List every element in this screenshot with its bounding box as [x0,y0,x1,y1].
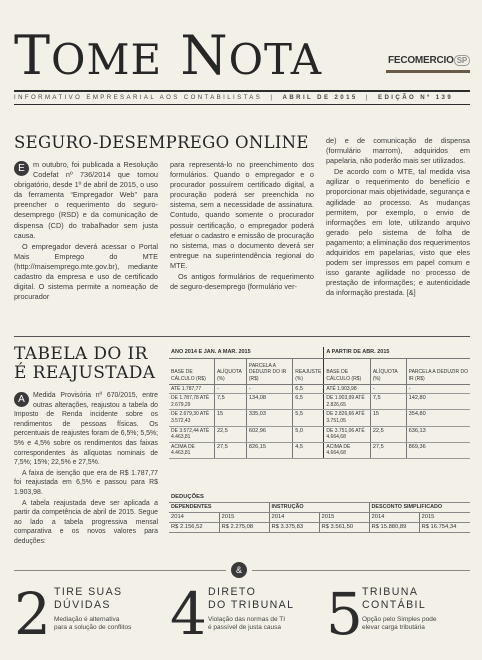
teaser-title: TIRE SUAS DÚVIDAS [54,586,123,611]
newsletter-title: TOME NOTA [14,24,323,87]
period-new: A PARTIR DE ABR. 2015 [324,347,470,358]
deductions-value-row: R$ 2.156,52 R$ 2.275,08 R$ 3.375,83 R$ 3.561,50 R$ 15.880,89 R$ 16.754,34 [169,523,470,533]
teaser-description: Violação das normas de TI é passível de justa causa [208,616,286,631]
header-base-old: BASE DE CÁLCULO (R$) [169,358,214,384]
table-row: ACIMA DE 4.463,81 27,5 826,15 4,5 ACIMA DE 4.664,68 27,5 869,36 [169,442,470,458]
ampersand-icon: & [231,562,247,578]
header-aliquota-new: ALÍQUOTA (%) [370,358,406,384]
deductions-title-row [169,493,470,503]
header-reajuste: REAJUSTE (%) [293,358,324,384]
ir-table-period-row [169,347,470,358]
ir-table [169,347,470,459]
info-date: ABRIL DE 2015 [282,94,358,101]
teaser-page-number: 2 [14,580,51,648]
teaser-description: Opção pelo Simples pode elevar carga tributária [362,616,437,631]
teaser-title: TRIBUNA CONTÁBIL [362,586,427,611]
header-parcela-old: PARCELA A DEDUZIR DO IR (R$) [246,358,292,384]
table-row: DE 1.787,78 ATÉ 2.679,29 7,5 134,08 6,5 DE 1.903,99 ATÉ 2.826,65 7,5 142,80 [169,394,470,410]
divider-line-left [14,570,226,571]
article1-p5: de) e de comunicação de dispensa (formulário marrom), adquiridos em papelaria, não poderão mais ser utilizados. [326,136,470,166]
group-desconto: DESCONTO SIMPLIFICADO [369,503,470,513]
divider-line-right [252,570,470,571]
teaser-title: DIRETO DO TRIBUNAL [208,586,295,611]
article1-p2: O empregador deverá acessar o Portal Mais Emprego do MTE (http://maisemprego.mte.gov.br), mediante cadastro da empresa e uso de certificado digital. O sistema permite a nomeação de procurador [14,241,158,302]
info-subtitle: INFORMATIVO EMPRESARIAL AOS CONTABILISTAS [14,94,263,101]
article2-p3: A tabela reajustada deve ser aplicada a partir da competência de abril de 2015. Segue ao lado a tabela progressiva mensal comparativa e os novos valores para deduções: [14,499,158,545]
article2-p1: A Medida Provisória nº 670/2015, entre outras alterações, reajustou a tabela do Imposto de Renda incidente sobre os rendimentos de pessoas físicas. Os percentuais de reajustes foram de 6,5%; 5,5%; 5% e 4,5% sobre os rendimentos das faixas correspondentes às alíquotas nominais de 7,5%; 15%; 22,5% e 27,5%. [14,392,158,467]
deductions-table [169,493,470,533]
brand-underline [386,70,470,73]
article1-col3 [326,136,470,300]
teaser-description: Mediação é alternativa para a solução de conflitos [54,616,132,631]
header-aliquota-old: ALÍQUOTA (%) [214,358,246,384]
teaser-direto-do-tribunal[interactable] [170,582,320,652]
table-row: ATÉ 1.787,77 - - 6,5 ATÉ 1.903,98 - - [169,384,470,394]
deductions-title: DEDUÇÕES [169,493,470,503]
article-title-ir: TABELA DO IR É REAJUSTADA [14,344,156,383]
dropcap-e: E [14,161,29,176]
article-title-seguro: SEGURO-DESEMPREGO ONLINE [14,133,309,152]
deductions-group-row [169,503,470,513]
group-instrucao: INSTRUÇÃO [269,503,369,513]
article1-p3: para representá-lo no preenchimento dos formulários. Quando o empregador e o procurador possuírem certificado digital, a procuração poderá ser preenchida no sistema, sem a necessidade de assinatura. Contudo, quando somente o procurador possuir certificação, o empregador poderá efetuar o cadastro e emissão de procuração no sistema, mas o documento deverá ser entregue na superintendência regional do MTE. [170,160,314,270]
teaser-page-number: 4 [170,580,207,648]
header-parcela-new: PARCELA A DEDUZIR DO IR (R$) [406,358,470,384]
dropcap-a: A [14,392,29,407]
article2-p2: A faixa de isenção que era de R$ 1.787,77 foi reajustada em 6,5% e passou para R$ 1.903,98. [14,469,158,496]
fecomercio-logo [388,55,470,66]
group-dependentes: DEPENDENTES [169,503,269,513]
section-divider [14,336,470,337]
teaser-tribuna-contabil[interactable] [326,582,474,652]
article1-p1: E m outubro, foi publicada a Resolução Codefat nº 736/2014 que tornou obrigatório, desde 1º de abril de 2015, o uso da ferramenta “Empregador Web” para preencher o requerimento do seguro-desemprego (RSD) e da comunicação de dispensa (CD) do trabalhador sem justa causa. [14,160,158,240]
article2-text [14,391,158,548]
article1-col2 [170,160,314,293]
period-old: ANO 2014 E JAN. A MAR. 2015 [169,347,324,358]
masthead-rule-top [14,90,470,92]
header-base-new: BASE DE CÁLCULO (R$) [324,358,370,384]
brand-name: FECOMERCIO [387,55,454,66]
article1-p4: Os antigos formulários de requerimento de seguro-desemprego (formulário ver- [170,272,314,292]
masthead-rule-bottom [14,104,470,105]
table-row: DE 2.679,30 ATÉ 3.572,43 15 335,03 5,5 DE 2.826,66 ATÉ 3.751,05 15 354,80 [169,410,470,426]
article1-col1 [14,160,158,303]
article1-p6: De acordo com o MTE, tal medida visa agilizar o requerimento do benefício e proporcionar mais objetividade, segurança e agilidade ao processo. As mudanças permitem, por exemplo, o envio de informações em lote, utilizando arquivo gerado pelo sistema de folha de pagamento; a eliminação dos requerimentos adquiridos em papelarias, visto que eles podem ser impressos em papel comum e isso garante agilidade no processo de prestação de informações; e autenticidade da informação prestada. [&] [326,167,470,298]
teaser-tire-suas-duvidas[interactable] [14,582,164,652]
info-edition: EDIÇÃO Nº 139 [378,94,454,101]
masthead [14,26,470,98]
teaser-page-number: 5 [326,580,363,648]
brand-state: SP [454,55,470,66]
info-bar: INFORMATIVO EMPRESARIAL AOS CONTABILISTAS | ABRIL DE 2015 | EDIÇÃO Nº 139 [14,94,454,101]
deductions-year-row: 2014 2015 2014 2015 2014 2015 [169,513,470,523]
table-row: DE 3.572,44 ATÉ 4.463,81 22,5 602,96 5,0 DE 3.751,06 ATÉ 4.664,68 22,5 636,13 [169,426,470,442]
ir-table-header-row [169,358,470,384]
